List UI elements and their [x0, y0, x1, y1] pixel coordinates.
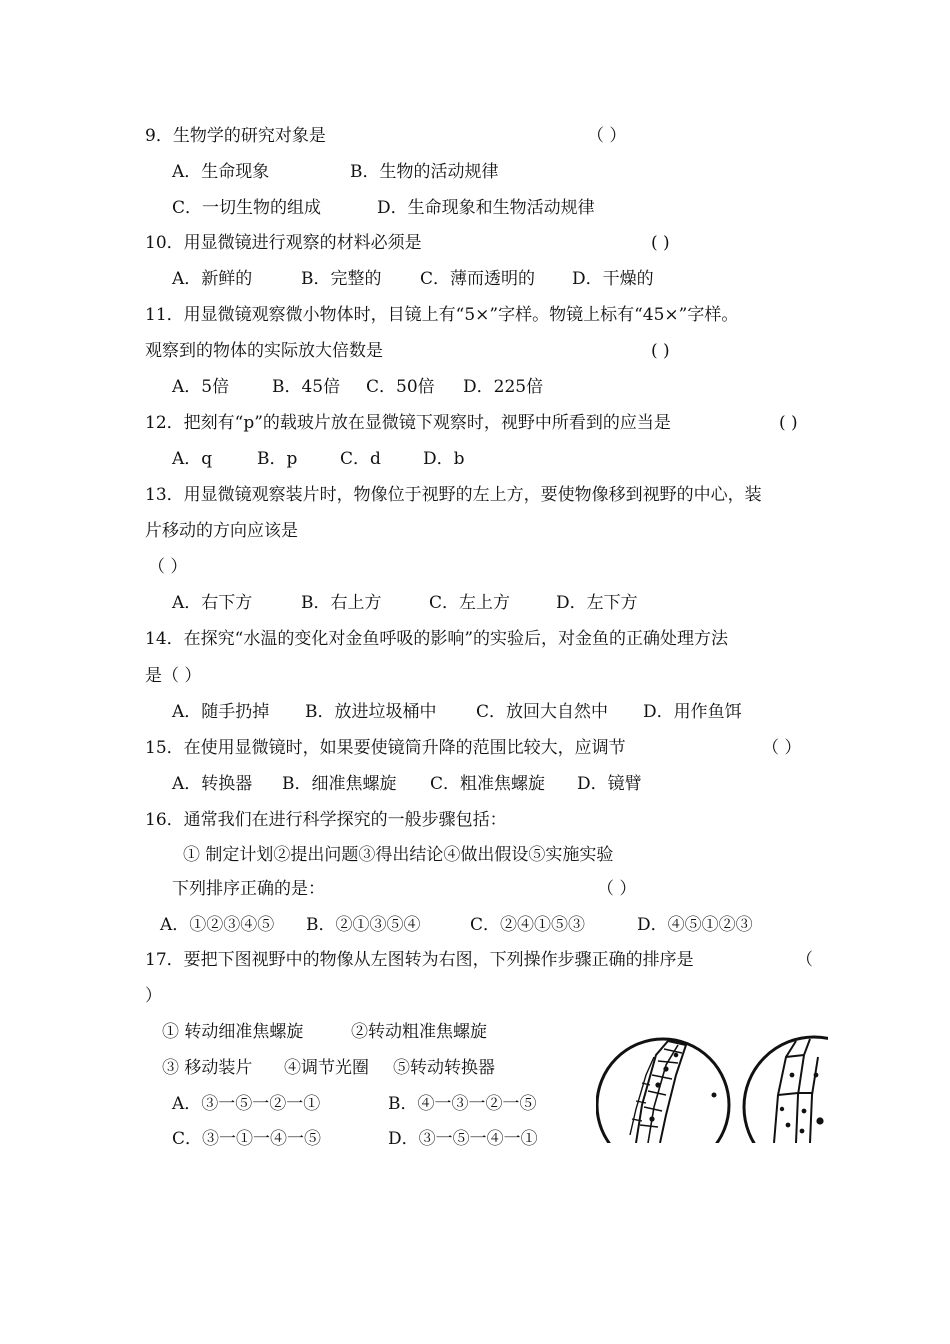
- q14-stem-line1: 14．在探究“水温的变化对金鱼呼吸的影响”的实验后，对金鱼的正确处理方法: [145, 629, 729, 649]
- q17-step-3: ③ 移动装片: [162, 1058, 253, 1078]
- q13-option-a: A．右下方: [172, 593, 253, 613]
- q11-stem-line1: 11．用显微镜观察微小物体时，目镜上有“5×”字样。物镜上标有“45×”字样。: [145, 305, 739, 325]
- q10-option-a: A．新鲜的: [172, 269, 253, 289]
- q13-option-b: B．右上方: [301, 593, 382, 613]
- q13-stem-line2: 片移动的方向应该是: [145, 521, 298, 541]
- q11-answer-paren: ( ): [651, 341, 670, 361]
- q12-stem: 12．把刻有“p”的载玻片放在显微镜下观察时，视野中所看到的应当是: [145, 413, 671, 433]
- q10-stem: 10．用显微镜进行观察的材料必须是: [145, 233, 422, 253]
- q10-option-b: B．完整的: [301, 269, 382, 289]
- q13-option-d: D．左下方: [556, 593, 638, 613]
- q17-step-5: ⑤转动转换器: [393, 1058, 495, 1078]
- q16-option-a: A．①②③④⑤: [160, 915, 275, 935]
- q12-answer-paren: ( ): [779, 413, 798, 433]
- q17-option-d: D．③一⑤一④一①: [388, 1129, 538, 1149]
- q17-step-1: ① 转动细准焦螺旋: [162, 1022, 304, 1042]
- q9-option-a: A．生命现象: [172, 162, 270, 182]
- q17-option-c: C．③一①一④一⑤: [172, 1129, 322, 1149]
- q17-step-2: ②转动粗准焦螺旋: [351, 1022, 487, 1042]
- q12-option-c: C．d: [340, 449, 381, 469]
- left-field-view: [597, 1039, 729, 1143]
- q13-option-c: C．左上方: [429, 593, 511, 613]
- q13-answer-paren: （ ）: [148, 557, 188, 577]
- q15-stem: 15．在使用显微镜时，如果要使镜筒升降的范围比较大，应调节: [145, 738, 626, 758]
- q15-option-d: D．镜臂: [577, 774, 642, 794]
- q16-stem: 16．通常我们在进行科学探究的一般步骤包括：: [145, 810, 507, 830]
- q16-answer-paren: （ ）: [597, 879, 637, 899]
- q11-option-c: C．50倍: [366, 377, 435, 397]
- q17-paren-open: （: [796, 950, 813, 970]
- q9-option-c: C．一切生物的组成: [172, 198, 322, 218]
- q10-option-d: D．干燥的: [572, 269, 654, 289]
- q14-option-a: A．随手扔掉: [172, 702, 270, 722]
- q17-option-a: A．③一⑤一②一①: [172, 1094, 321, 1114]
- q12-option-b: B．p: [257, 449, 298, 469]
- q16-option-c: C．②④①⑤③: [470, 915, 586, 935]
- q14-option-b: B．放进垃圾桶中: [305, 702, 437, 722]
- q9-stem: 9．生物学的研究对象是: [145, 126, 326, 146]
- q11-stem-line2: 观察到的物体的实际放大倍数是: [145, 341, 383, 361]
- q9-answer-paren: （ ）: [587, 126, 627, 146]
- q16-option-d: D．④⑤①②③: [637, 915, 753, 935]
- q16-steps: ① 制定计划②提出问题③得出结论④做出假设⑤实施实验: [183, 845, 614, 865]
- q14-option-c: C．放回大自然中: [476, 702, 609, 722]
- q15-option-c: C．粗准焦螺旋: [430, 774, 546, 794]
- q17-stem: 17．要把下图视野中的物像从左图转为右图，下列操作步骤正确的排序是: [145, 950, 694, 970]
- q14-option-d: D．用作鱼饵: [643, 702, 742, 722]
- q17-option-b: B．④一③一②一⑤: [388, 1094, 537, 1114]
- q9-option-d: D．生命现象和生物活动规律: [377, 198, 595, 218]
- q15-option-a: A．转换器: [172, 774, 253, 794]
- q9-option-b: B．生物的活动规律: [350, 162, 499, 182]
- q10-option-c: C．薄而透明的: [420, 269, 536, 289]
- q14-stem-line2: 是（ ）: [145, 666, 202, 686]
- q10-answer-paren: ( ): [651, 233, 670, 253]
- q12-option-a: A．q: [172, 449, 213, 469]
- right-field-view: [744, 1037, 828, 1143]
- microscope-field-figure: [596, 1035, 828, 1143]
- q13-stem-line1: 13．用显微镜观察装片时，物像位于视野的左上方，要使物像移到视野的中心，装: [145, 485, 762, 505]
- q11-option-b: B．45倍: [272, 377, 341, 397]
- q15-option-b: B．细准焦螺旋: [282, 774, 397, 794]
- q16-option-b: B．②①③⑤④: [306, 915, 421, 935]
- q16-sub-stem: 下列排序正确的是：: [172, 879, 325, 899]
- q15-answer-paren: （ ）: [762, 738, 802, 758]
- q11-option-a: A．5倍: [172, 377, 230, 397]
- q11-option-d: D．225倍: [463, 377, 544, 397]
- q17-step-4: ④调节光圈: [284, 1058, 369, 1078]
- q12-option-d: D．b: [423, 449, 465, 469]
- q17-paren-close: ）: [145, 986, 162, 1006]
- microscope-field-drawing: [596, 1035, 828, 1143]
